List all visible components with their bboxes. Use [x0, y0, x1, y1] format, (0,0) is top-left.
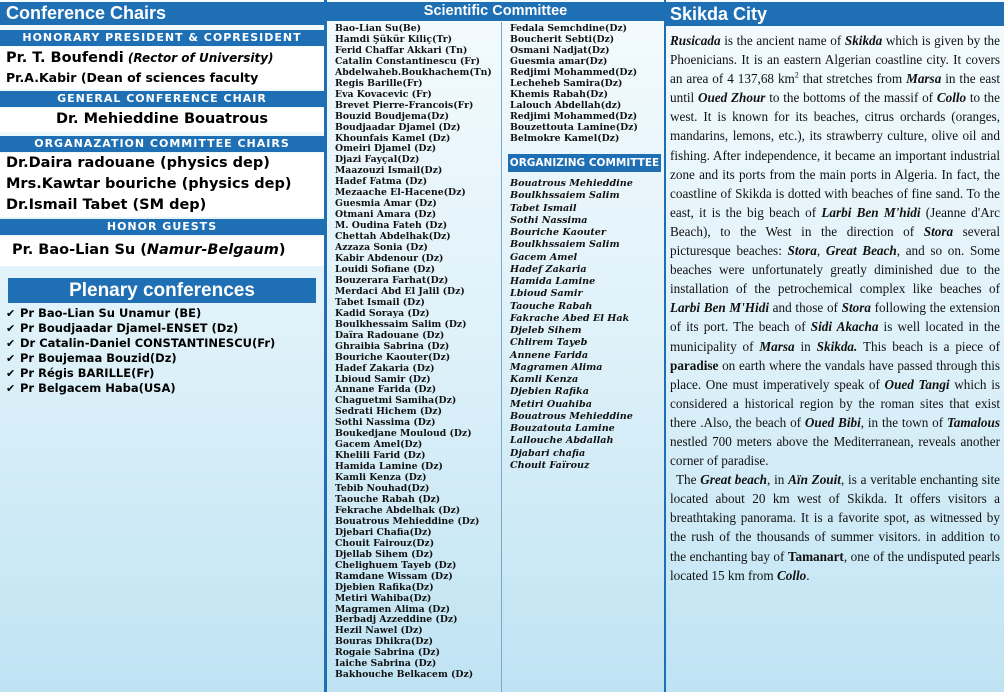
honor-guests-header: HONOR GUESTS: [0, 219, 324, 235]
committee-member: Fekrache Abdelhak (Dz): [335, 504, 461, 516]
text-run: 2: [794, 70, 799, 80]
general-chair-box: [0, 108, 324, 132]
text-run: which is considered a historical region by the roman sites that exist there .Also, the beach of: [670, 376, 1000, 430]
skikda-column: [666, 0, 1004, 692]
committee-member: Hamida Lamine: [510, 276, 596, 287]
text-run: (Jeanne d'Arc Beach), to the West in the direction of: [670, 204, 1000, 239]
text-run: Tamalous: [946, 414, 1000, 430]
scientific-committee-list-1: [335, 24, 492, 681]
committee-member: Annene Farida: [510, 349, 589, 361]
committee-member: Chlirem Tayeb: [510, 337, 588, 349]
committee-member: Hadef Zakaria (Dz): [335, 362, 435, 374]
honor-guest-close: ): [278, 242, 286, 258]
organization-chair-1: Dr.Daira radouane (physics dep): [6, 155, 270, 171]
committee-member: Boulkhessaim Salim (Dz): [335, 318, 467, 330]
committee-member: Djellab Sihem (Dz): [335, 548, 434, 560]
honorary-president-name: Pr. T. Boufendi: [6, 50, 124, 66]
committee-member: Bao-Lian Su(Be): [335, 23, 422, 34]
text-run: several picturesque beaches:: [670, 223, 1000, 259]
committee-member: Hezil Nawel (Dz): [335, 625, 423, 637]
text-run: Skikda: [844, 33, 883, 48]
text-run: This beach is a piece of: [857, 338, 1001, 354]
plenary-item: [0, 366, 324, 381]
text-run: Stora: [841, 300, 871, 316]
committee-member: Regis Barille(Fr): [335, 77, 423, 89]
text-run: is the ancient name of: [720, 33, 845, 48]
check-icon: ✔: [6, 337, 16, 350]
committee-member: Sedrati Hichem (Dz): [335, 406, 442, 418]
plenary-item: [0, 321, 324, 336]
text-run: , is a veritable enchanting site located about 20 km west of Skikda. It offers visitors a breathtaking panorama. It is a favorite spot, as witnessed by the rush of the thousands of summer visitors. in addition to the enchanting bay of: [670, 472, 1001, 564]
committee-member: Boulkhssaiem Salim: [510, 239, 620, 251]
plenary-item-text: Pr Boujemaa Bouzid(Dz): [20, 351, 177, 365]
text-run: on earth where the vandals have passed through this place. One must imperatively speak of: [670, 357, 1000, 392]
general-chair-header: GENERAL CONFERENCE CHAIR: [0, 91, 324, 107]
committee-member: Chettah Abdelhak(Dz): [335, 231, 451, 243]
committee-member: Ferid Chaffar Akkari (Tn): [335, 44, 468, 56]
committee-member: Metiri Ouahiba: [510, 398, 592, 410]
committee-member: Bouzid Boudjema(Dz): [335, 110, 449, 122]
committee-member: Azzaza Sonia (Dz): [335, 242, 428, 254]
skikda-paragraph-2: [670, 470, 1000, 585]
text-run: Great Beach: [825, 243, 897, 259]
committee-member: Eva Kovacevic (Fr): [335, 88, 432, 100]
plenary-item: [0, 306, 324, 321]
committee-member: Kadid Soraya (Dz): [335, 307, 430, 319]
honor-guests-box: [0, 236, 324, 266]
text-run: Rusicada: [670, 33, 721, 48]
committee-member: Bouriche Kaouter: [510, 227, 606, 238]
organizing-committee-list: [510, 178, 633, 472]
general-chair-name: Dr. Mehieddine Bouatrous: [55, 111, 269, 127]
committee-member: Merdaci Abd El Jalil (Dz): [335, 285, 465, 297]
honor-guest: [12, 242, 286, 258]
committee-member: Bakhouche Belkacem (Dz): [335, 669, 474, 681]
committee-member: Metiri Wahiba(Dz): [335, 592, 432, 604]
committee-member: Osmani Nadjat(Dz): [510, 44, 610, 56]
committee-member: Boudjaadar Djamel (Dz): [335, 121, 461, 133]
committee-member: Gacem Amel(Dz): [335, 439, 423, 451]
text-run: to the bottoms of the massif of: [765, 90, 937, 106]
text-run: and those of: [768, 300, 842, 316]
committee-member: Bouatrous Mehieddine: [510, 178, 633, 189]
committee-member: Brevet Pierre-Francois(Fr): [335, 99, 474, 111]
committee-member: Bouriche Kaouter(Dz): [335, 351, 451, 363]
committee-member: Bouzettouta Lamine(Dz): [510, 121, 638, 133]
text-run: paradise: [670, 357, 719, 373]
committee-member: Magramen Alima: [510, 361, 603, 373]
text-run: Collo: [776, 567, 807, 583]
honor-guest-place: Namur-Belgaum: [146, 242, 279, 258]
committee-member: Chouit Fairouz(Dz): [335, 537, 435, 549]
committee-member: Hadef Fatma (Dz): [335, 176, 428, 188]
honorary-box: [0, 47, 324, 89]
plenary-item-text: Pr Boudjaadar Djamel-ENSET (Dz): [20, 321, 239, 335]
committee-member: Bouatrous Mehieddine (Dz): [335, 515, 480, 527]
text-run: Marsa: [906, 71, 942, 87]
committee-member: Kamli Kenza: [510, 374, 579, 385]
skikda-text: [670, 31, 1000, 585]
text-run: , in the town of: [860, 414, 947, 430]
scientific-committee-title: Scientific Committee: [327, 2, 664, 21]
text-run: Stora: [923, 223, 954, 239]
committee-member: Lbioud Samir (Dz): [335, 373, 431, 385]
committee-member: Fedala Semchdine(Dz): [510, 23, 628, 34]
committee-member: Chouit Faïrouz: [510, 459, 590, 471]
text-run: Oued Bibi: [804, 414, 861, 430]
committee-member: Ghraibia Sabrina (Dz): [335, 340, 450, 352]
text-run: is well located in the municipality of: [670, 319, 1001, 354]
committee-member: Hamida Lamine (Dz): [335, 461, 443, 473]
committee-member: Djebien Rafika: [510, 386, 589, 398]
text-run: in: [794, 338, 817, 354]
committee-member: Belmokre Kamel(Dz): [510, 132, 620, 144]
plenary-item-text: Dr Catalin-Daniel CONSTANTINESCU(Fr): [20, 336, 276, 350]
committee-member: Boulkhssaiem Salim: [510, 190, 620, 202]
committee-member: Bouatrous Mehieddine: [510, 410, 633, 422]
committee-member: Tabet Ismail (Dz): [335, 296, 425, 308]
organization-chair-2: Mrs.Kawtar bouriche (physics dep): [6, 176, 292, 192]
check-icon: ✔: [6, 307, 16, 320]
committee-member: Louidi Sofiane (Dz): [335, 263, 436, 275]
committee-member: Lecheheb Samira(Dz): [510, 77, 623, 89]
committee-member: Khounfais Kamel (Dz): [335, 132, 451, 144]
committee-member: Redjimi Mohammed(Dz): [510, 66, 638, 78]
check-icon: ✔: [6, 322, 16, 335]
committee-member: Kamli Kenza (Dz): [335, 472, 427, 484]
committee-member: Otmani Amara (Dz): [335, 209, 437, 221]
text-run: Oued Tangi: [884, 376, 950, 392]
check-icon: ✔: [6, 367, 16, 380]
check-icon: ✔: [6, 382, 16, 395]
committee-member: Djebari Chafia(Dz): [335, 526, 432, 538]
committee-member: Hamdi Şükür Kiliç(Tr): [335, 33, 452, 45]
text-run: in the east until: [670, 71, 1000, 106]
committee-member: Maazouzi Ismail(Dz): [335, 165, 443, 177]
text-run: that stretches from: [798, 71, 907, 87]
text-run: Oued Zhour: [697, 90, 766, 106]
conference-chairs-column: [0, 0, 324, 692]
committee-member: Redjimi Mohammed(Dz): [510, 110, 638, 122]
text-run: .: [806, 567, 810, 583]
text-run: to the west. It is known for its beaches, citrus orchards (oranges, mandarins, lemons, etc.), its strawberry culture, olive oil and fishing. After independence, it became an important industrial zone and its ports from the main ports in Algeria. In fact, the coastline of Skikda is dotted with beaches of fine sand. To the east, it is the big beach of: [670, 90, 1000, 220]
honor-guest-name: Pr. Bao-Lian Su (: [12, 242, 147, 258]
committee-member: Lalouch Abdellah(dz): [510, 99, 622, 111]
plenary-item: [0, 381, 324, 396]
committee-member: Daïra Radouane (Dz): [335, 329, 445, 341]
committee-member: Hadef Zakaria: [510, 263, 587, 275]
plenary-item-text: Pr Régis BARILLE(Fr): [20, 366, 155, 380]
committee-divider: [501, 22, 502, 692]
skikda-title: Skikda City: [666, 2, 1004, 26]
committee-member: Lbioud Samir: [510, 288, 583, 300]
text-run: , and so on. Some beaches were unfortunately greatly diminished due to the installation of the petrochemical complex like beaches of: [670, 243, 1001, 297]
text-run: The: [676, 472, 701, 488]
committee-member: Sothi Nassima (Dz): [335, 417, 436, 429]
committee-member: Kabir Abdenour (Dz): [335, 253, 444, 265]
committee-member: Khelili Farid (Dz): [335, 450, 426, 462]
committee-member: Fakrache Abed El Hak: [510, 312, 630, 324]
committee-member: Abdelwaheb.Boukhachem(Tn): [335, 66, 492, 78]
committee-member: Magramen Alima (Dz): [335, 603, 450, 615]
plenary-title: Plenary conferences: [8, 278, 316, 303]
skikda-paragraph-1: [670, 31, 1000, 470]
committee-member: M. Oudina Fateh (Dz): [335, 220, 448, 232]
honorary-header: HONORARY PRESIDENT & COPRESIDENT: [0, 30, 324, 46]
text-run: ,: [816, 243, 826, 259]
committee-member: Djazi Fayçal(Dz): [335, 154, 420, 166]
honorary-president: [6, 50, 274, 66]
committee-member: Djabari chafia: [510, 447, 586, 459]
text-run: which is given by the Phoenicians. It is an eastern Algerian coastline city. It covers an area of 4 137,68 km: [670, 33, 1000, 87]
organization-chairs-header: ORGANAZATION COMMITTEE CHAIRS: [0, 136, 324, 152]
honorary-copresident: Pr.A.Kabir (Dean of sciences faculty: [6, 70, 259, 85]
committee-member: Sothi Nassima: [510, 214, 588, 226]
scientific-committee-list-2: [510, 24, 638, 144]
honorary-president-role: (Rector of University): [123, 51, 274, 65]
committee-member: Djebien Rafika(Dz): [335, 581, 434, 593]
text-run: Collo: [936, 90, 967, 106]
text-run: Tamanart: [787, 548, 844, 564]
committee-member: Rogaie Sabrina (Dz): [335, 647, 440, 659]
committee-member: Taouche Rabah (Dz): [335, 493, 441, 505]
committee-member: Bouras Dhikra(Dz): [335, 636, 434, 648]
text-run: Great beach: [700, 472, 768, 488]
text-run: , one of the undisputed pearls located 15 km from: [670, 548, 1000, 583]
text-run: Skikda.: [816, 338, 858, 354]
committee-member: Ramdane Wissam (Dz): [335, 570, 453, 582]
committee-member: Iaiche Sabrina (Dz): [335, 658, 437, 670]
organizing-committee-title: ORGANIZING COMMITTEE: [508, 154, 661, 172]
committee-member: Djeleb Sihem: [510, 325, 582, 336]
scientific-committee-column: [327, 0, 664, 692]
committee-member: Omeiri Djamel (Dz): [335, 143, 437, 155]
organization-chairs-box: [0, 153, 324, 217]
text-run: following the extension of its port. The beach of: [670, 300, 1000, 335]
committee-member: Guesmia Amar (Dz): [335, 198, 437, 210]
committee-member: Berbadj Azzeddine (Dz): [335, 614, 458, 626]
committee-member: Mezaache El-Hacene(Dz): [335, 187, 466, 199]
text-run: nestled 700 meters above the Mediterranean, reveals another corner of paradise.: [670, 433, 1000, 469]
committee-member: Bouzatouta Lamine: [510, 423, 615, 434]
committee-member: Guesmia amar(Dz): [510, 55, 608, 67]
committee-member: Tabet Ismail: [510, 202, 577, 214]
conference-chairs-title: Conference Chairs: [0, 2, 324, 25]
text-run: Stora: [787, 243, 817, 259]
plenary-item: [0, 351, 324, 366]
plenary-list: [0, 306, 324, 396]
committee-member: Taouche Rabah: [510, 300, 593, 312]
plenary-item-text: Pr Bao-Lian Su Unamur (BE): [20, 306, 202, 320]
committee-member: Tebib Nouhad(Dz): [335, 483, 430, 495]
committee-member: Chaguetmi Samiha(Dz): [335, 395, 457, 407]
committee-member: Gacem Amel: [510, 251, 578, 263]
check-icon: ✔: [6, 352, 16, 365]
plenary-item: [0, 336, 324, 351]
committee-member: Catalin Constantinescu (Fr): [335, 55, 480, 67]
committee-member: Boucherit Sebti(Dz): [510, 33, 615, 45]
text-run: , in: [767, 472, 789, 488]
text-run: Larbi Ben M'Hidi: [670, 300, 769, 316]
text-run: Marsa: [759, 338, 795, 354]
committee-member: Chelighuem Tayeb (Dz): [335, 559, 457, 571]
committee-member: Bouzerara Farhat(Dz): [335, 274, 449, 286]
committee-member: Boukedjane Mouloud (Dz): [335, 428, 472, 440]
text-run: Aïn Zouit: [788, 472, 841, 488]
organization-chair-3: Dr.Ismail Tabet (SM dep): [6, 197, 207, 213]
committee-member: Annane Farida (Dz): [335, 384, 437, 396]
text-run: Larbi Ben M'hidi: [821, 204, 921, 220]
committee-member: Khemis Rabah(Dz): [510, 88, 608, 100]
committee-member: Lallouche Abdallah: [510, 435, 614, 447]
plenary-item-text: Pr Belgacem Haba(USA): [20, 381, 176, 395]
text-run: Sidi Akacha: [810, 319, 879, 335]
